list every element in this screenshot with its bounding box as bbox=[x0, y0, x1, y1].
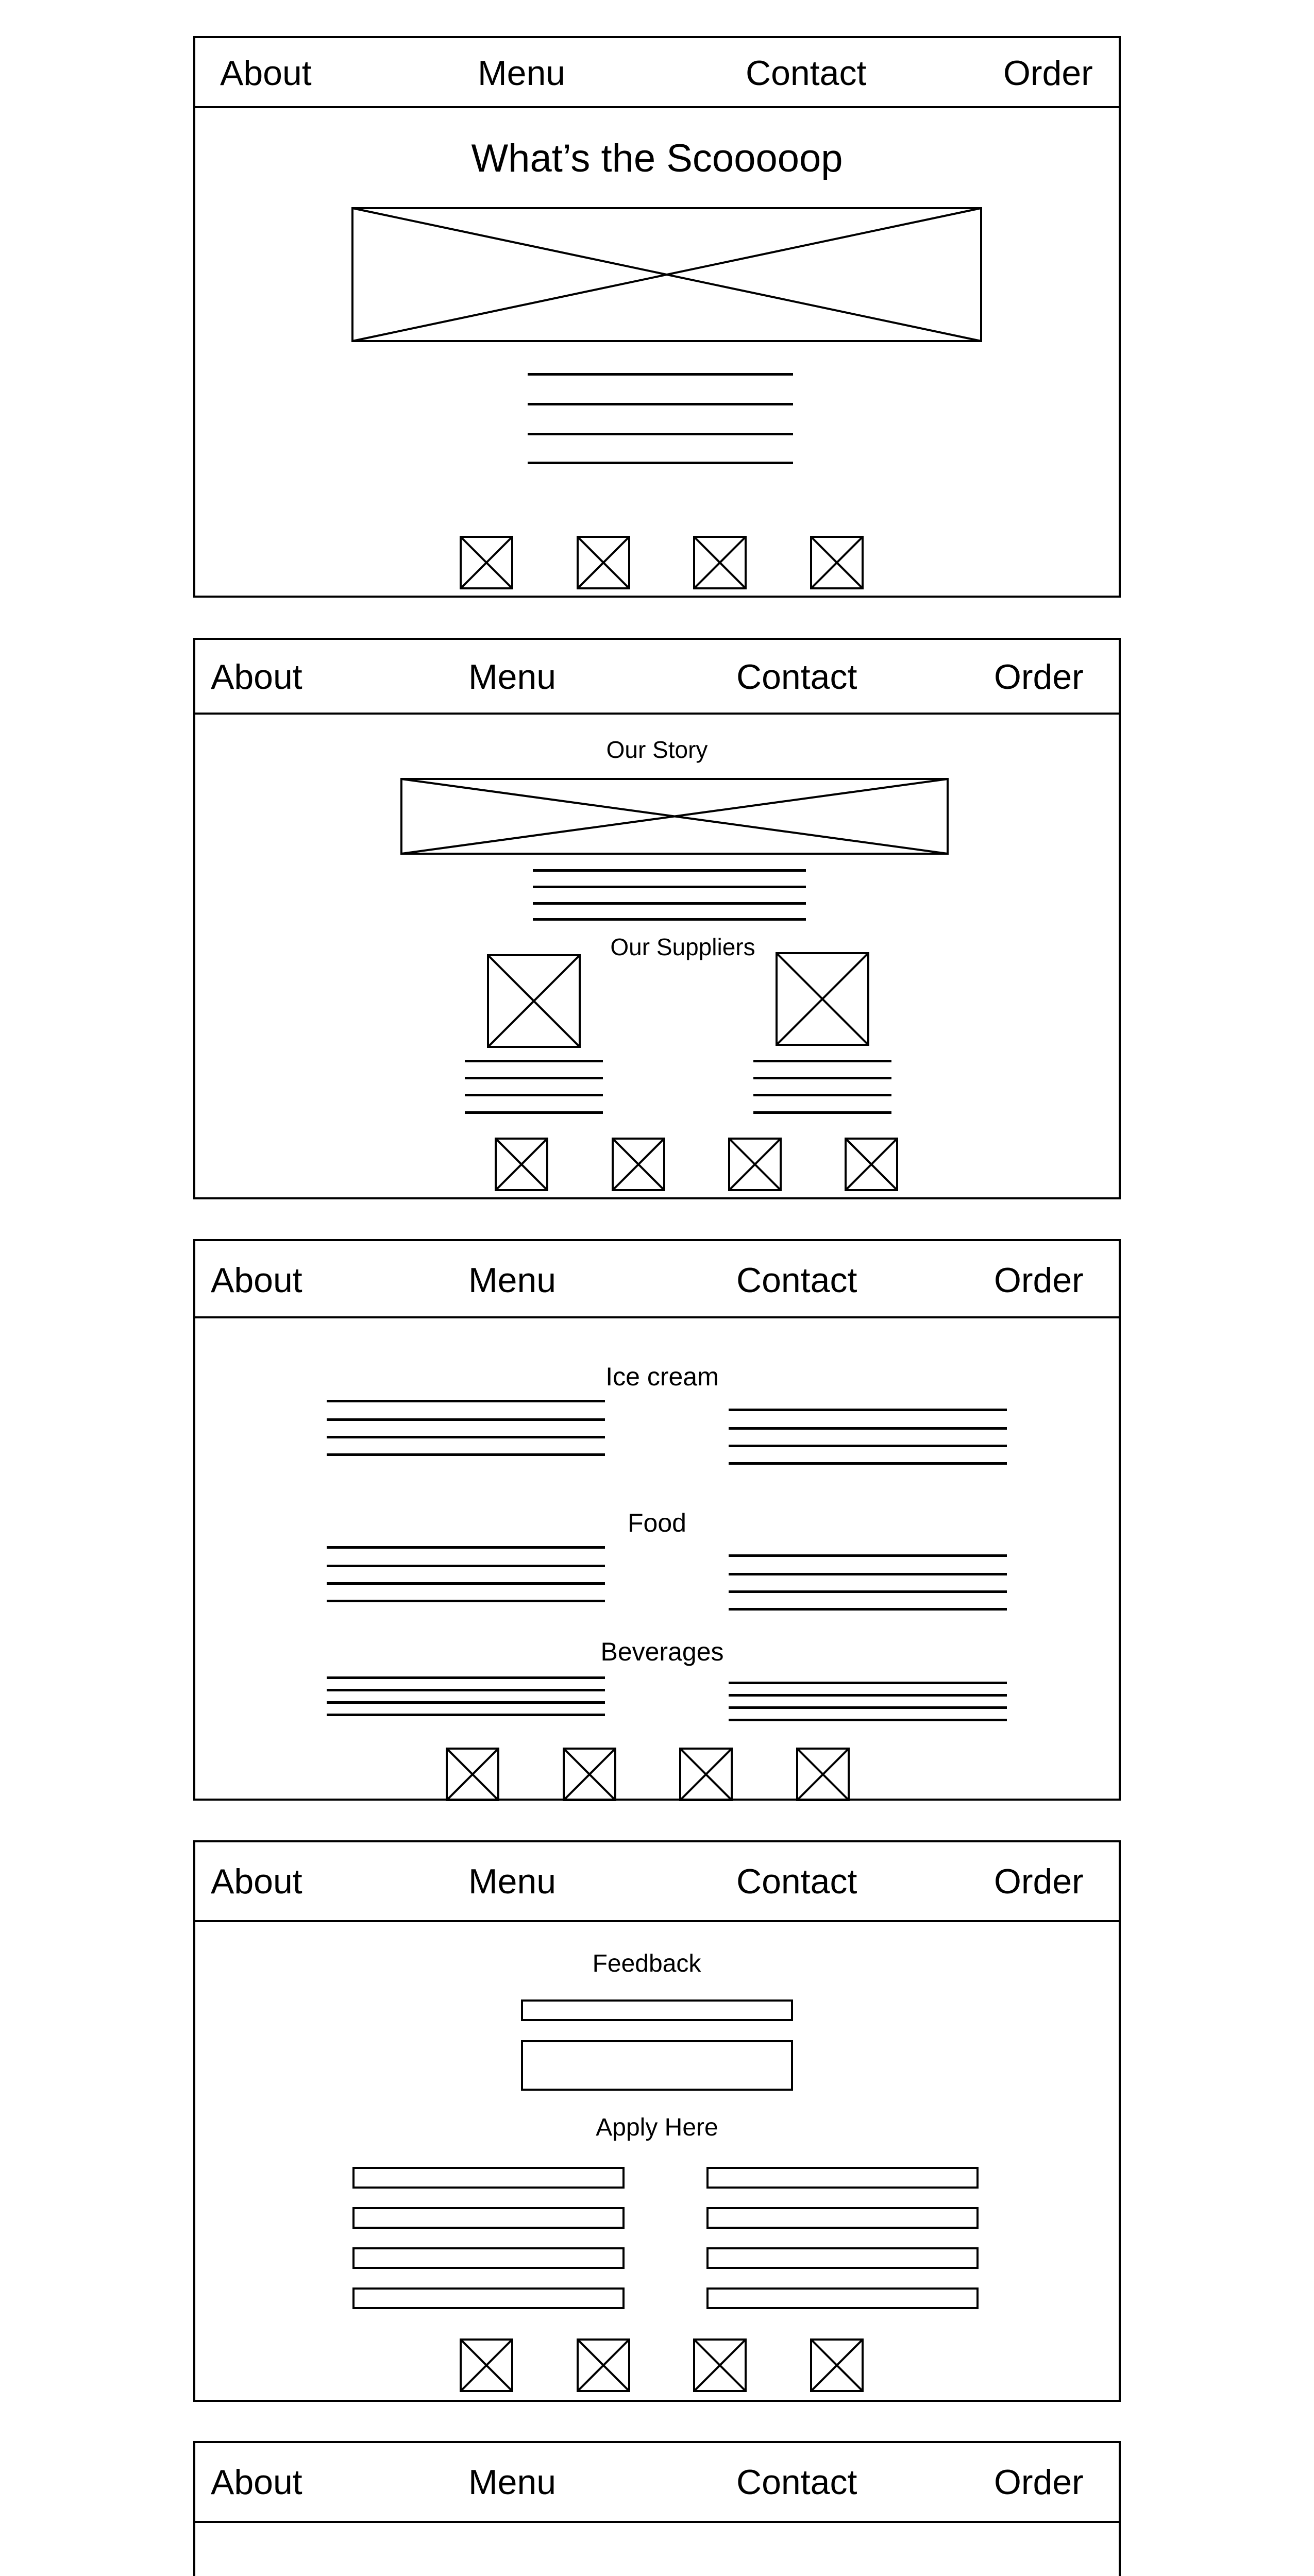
feedback-message-field[interactable] bbox=[521, 2040, 793, 2091]
application-field[interactable] bbox=[352, 2167, 625, 2189]
nav-contact[interactable]: Contact bbox=[736, 1862, 857, 1901]
application-field[interactable] bbox=[706, 2167, 979, 2189]
social-icon[interactable] bbox=[461, 2340, 512, 2391]
application-field[interactable] bbox=[352, 2287, 625, 2309]
social-icon[interactable] bbox=[729, 1139, 781, 1190]
wireframe-home bbox=[193, 36, 1121, 598]
social-icon[interactable] bbox=[578, 537, 629, 588]
nav-menu[interactable]: Menu bbox=[468, 657, 557, 697]
social-icon[interactable] bbox=[797, 1749, 849, 1800]
feedback-name-field[interactable] bbox=[521, 1999, 793, 2021]
section-heading: Our Suppliers bbox=[610, 934, 755, 960]
social-icon[interactable] bbox=[496, 1139, 547, 1190]
nav-contact[interactable]: Contact bbox=[736, 1261, 857, 1300]
nav-order[interactable]: Order bbox=[1003, 54, 1093, 93]
nav-about[interactable]: About bbox=[211, 2463, 302, 2502]
nav-about[interactable]: About bbox=[211, 657, 302, 697]
supplier-image-placeholder-icon bbox=[777, 953, 868, 1045]
application-field[interactable] bbox=[706, 2247, 979, 2269]
social-icon[interactable] bbox=[578, 2340, 629, 2391]
social-icon[interactable] bbox=[811, 537, 863, 588]
section-heading: Our Story bbox=[606, 736, 708, 763]
section-heading: Beverages bbox=[600, 1637, 724, 1666]
nav-contact[interactable]: Contact bbox=[736, 2463, 857, 2502]
nav-about[interactable]: About bbox=[211, 1862, 302, 1901]
section-heading: Food bbox=[628, 1509, 686, 1537]
nav-order[interactable]: Order bbox=[994, 1261, 1084, 1300]
social-icon[interactable] bbox=[694, 2340, 746, 2391]
wireframe-services bbox=[193, 2441, 1121, 2576]
story-image-placeholder-icon bbox=[401, 779, 948, 854]
text-placeholder bbox=[327, 1400, 605, 1456]
social-icon[interactable] bbox=[811, 2340, 863, 2391]
social-icon[interactable] bbox=[564, 1749, 615, 1800]
nav-menu[interactable]: Menu bbox=[468, 1261, 557, 1300]
wireframe-contact bbox=[193, 1840, 1121, 2402]
section-heading: Ice cream bbox=[605, 1362, 719, 1391]
page-title: What’s the Scooooop bbox=[471, 137, 843, 180]
text-placeholder bbox=[528, 373, 793, 466]
nav-contact[interactable]: Contact bbox=[746, 54, 867, 93]
social-icon[interactable] bbox=[694, 537, 746, 588]
nav-order[interactable]: Order bbox=[994, 1862, 1084, 1901]
supplier-image-placeholder-icon bbox=[488, 955, 580, 1047]
nav-about[interactable]: About bbox=[211, 1261, 302, 1300]
navbar bbox=[195, 38, 1119, 108]
social-icon[interactable] bbox=[613, 1139, 664, 1190]
nav-contact[interactable]: Contact bbox=[736, 657, 857, 697]
nav-about[interactable]: About bbox=[220, 54, 312, 93]
text-placeholder bbox=[327, 1676, 605, 1718]
text-placeholder bbox=[327, 1546, 605, 1603]
navbar bbox=[195, 1842, 1119, 1922]
wireframe-menu bbox=[193, 1239, 1121, 1801]
application-field[interactable] bbox=[352, 2207, 625, 2229]
nav-menu[interactable]: Menu bbox=[468, 2463, 557, 2502]
wireframe-about bbox=[193, 638, 1121, 1199]
text-placeholder bbox=[729, 1409, 1007, 1465]
text-placeholder bbox=[729, 1554, 1007, 1611]
nav-order[interactable]: Order bbox=[994, 2463, 1084, 2502]
nav-menu[interactable]: Menu bbox=[478, 54, 566, 93]
social-icon[interactable] bbox=[846, 1139, 897, 1190]
social-icon[interactable] bbox=[447, 1749, 498, 1800]
text-placeholder bbox=[465, 1060, 603, 1114]
text-placeholder bbox=[533, 869, 806, 921]
hero-image-placeholder-icon bbox=[352, 208, 981, 341]
application-field[interactable] bbox=[706, 2287, 979, 2309]
application-field[interactable] bbox=[352, 2247, 625, 2269]
section-heading: Apply Here bbox=[596, 2114, 718, 2141]
navbar bbox=[195, 1241, 1119, 1318]
nav-menu[interactable]: Menu bbox=[468, 1862, 557, 1901]
text-placeholder bbox=[729, 1682, 1007, 1723]
nav-order[interactable]: Order bbox=[994, 657, 1084, 697]
social-icon[interactable] bbox=[680, 1749, 732, 1800]
section-heading: Feedback bbox=[592, 1950, 701, 1977]
navbar bbox=[195, 2443, 1119, 2523]
navbar bbox=[195, 640, 1119, 715]
social-icon[interactable] bbox=[461, 537, 512, 588]
application-field[interactable] bbox=[706, 2207, 979, 2229]
text-placeholder bbox=[753, 1060, 891, 1114]
